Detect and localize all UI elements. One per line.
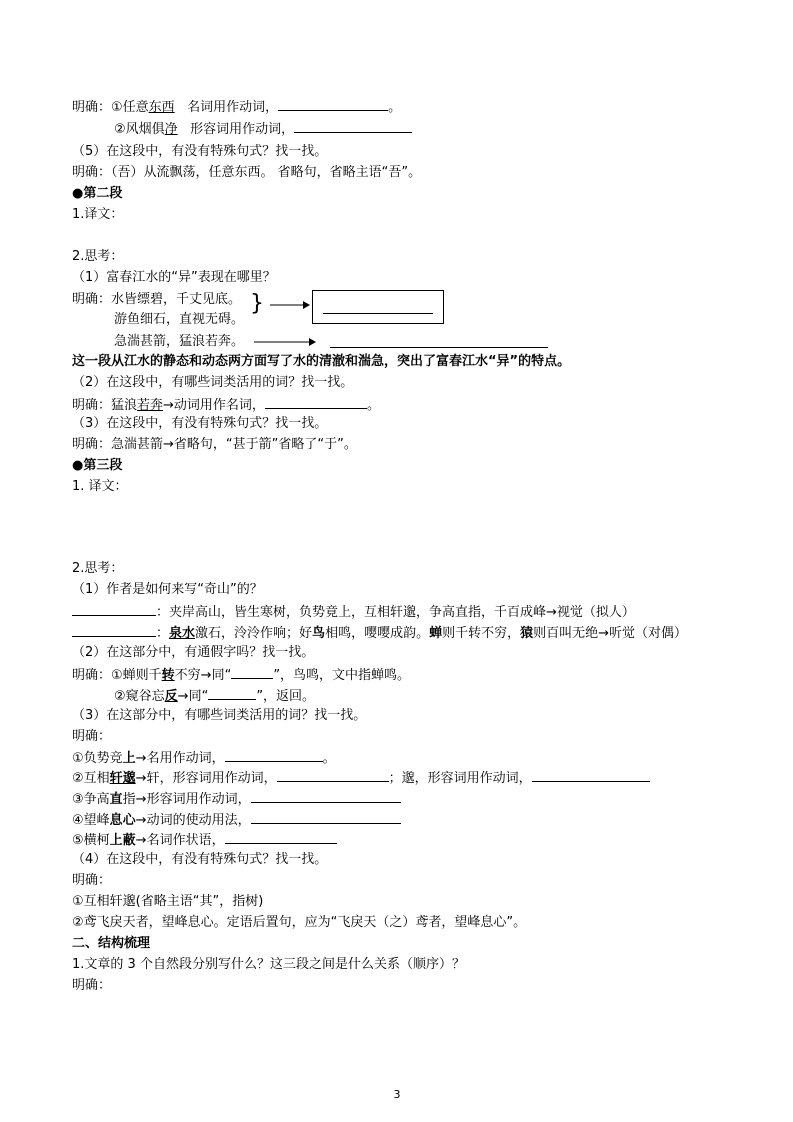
key-word: 转	[161, 668, 175, 683]
key-word: 上蔽	[109, 833, 136, 848]
usage-item-5	[72, 830, 337, 850]
text: ④望峰	[72, 813, 110, 828]
text: 。	[388, 100, 402, 115]
answer-3: 明确：急湍甚箭→省略句，“甚于箭”省略了“于”。	[72, 437, 357, 452]
key-word: 泉水	[169, 626, 196, 641]
answer-box[interactable]	[312, 290, 444, 324]
fill-blank[interactable]	[225, 830, 337, 844]
text: ：夹岸高山，皆生寒树，负势竟上，互相轩邈，争高直指，千百成峰→视觉（拟人）	[156, 605, 635, 620]
arrow-icon	[254, 337, 316, 347]
text: →名词作状语，	[135, 833, 225, 848]
text: 指→形容词用作动词，	[122, 792, 251, 807]
key-word: 猿	[520, 626, 534, 641]
think-label: 2.思考：	[72, 249, 124, 264]
answer-line-2	[114, 119, 412, 139]
text: ②风烟俱	[114, 122, 165, 137]
answer-5: 明确：（吾）从流飘荡，任意东西。 省略句，省略主语“吾”。	[72, 165, 422, 180]
key-word: 蝉	[429, 626, 443, 641]
question-1: （1）作者是如何来写“奇山”的？	[72, 582, 263, 597]
question-3: （3）在这段中，有没有特殊句式？找一找。	[72, 416, 328, 431]
think-label: 2.思考：	[72, 561, 124, 576]
usage-item-2	[72, 768, 650, 788]
text: 则千转不穷，	[442, 626, 521, 641]
text: ②窥谷忘	[114, 689, 165, 704]
key-word: 反	[164, 689, 178, 704]
answer-label: 明确：	[72, 978, 112, 993]
text: ⑤横柯	[72, 833, 110, 848]
section-heading-2: ●第二段	[72, 186, 123, 201]
answer-auditory	[72, 623, 687, 643]
text: 相鸣，嘤嘤成韵。	[325, 626, 430, 641]
text: 则百叫无绝→听觉（对偶）	[533, 626, 688, 641]
text: →动词用作名词，	[163, 398, 265, 413]
fill-blank[interactable]	[251, 810, 401, 824]
text: 明确：①蝉则千	[72, 668, 162, 683]
text: →名用作动词，	[135, 751, 225, 766]
answer-sentence-1: ①互相轩邈(省略主语“其”，指树)	[72, 894, 264, 909]
fill-blank[interactable]	[225, 748, 323, 762]
text: 名词用作动词，	[187, 100, 279, 115]
answer-visual	[72, 602, 635, 622]
question-1: （1）富春江水的“异”表现在哪里？	[72, 270, 276, 285]
usage-item-3	[72, 789, 401, 809]
fill-blank-line[interactable]	[330, 347, 548, 348]
underlined-word: 若奔	[137, 398, 164, 413]
question-4: （4）在这段中，有没有特殊句式？找一找。	[72, 852, 328, 867]
fill-blank[interactable]	[208, 686, 256, 700]
text: 明确：猛浪	[72, 398, 138, 413]
answer-label: 明确：	[72, 729, 112, 744]
text: →动词的使动用法，	[135, 813, 251, 828]
section-heading-structure: 二、结构梳理	[72, 936, 151, 951]
key-word: 轩邈	[109, 771, 136, 786]
question-5: （5）在这段中，有没有特殊句式？找一找。	[72, 144, 328, 159]
usage-item-4	[72, 810, 401, 830]
answer-static-1: 明确：水皆缥碧，千丈见底。	[72, 292, 242, 307]
fill-blank[interactable]	[72, 623, 156, 637]
translation-label: 1.译文：	[72, 207, 124, 222]
answer-sentence-2: ②鸢飞戾天者，望峰息心。定语后置句，应为“飞戾天（之）鸢者，望峰息心”。	[72, 915, 527, 930]
text: ：	[156, 626, 170, 641]
page-number: 3	[393, 1088, 401, 1101]
answer-label: 明确：	[72, 873, 112, 888]
answer-tongjia-1	[72, 665, 410, 685]
text: ”，返回。	[256, 689, 316, 704]
answer-line-1	[72, 97, 401, 117]
text: 。	[322, 751, 336, 766]
text: ”，鸟鸣，文中指蝉鸣。	[273, 668, 411, 683]
answer-dynamic: 急湍甚箭，猛浪若奔。	[114, 334, 245, 349]
section-heading-3: ●第三段	[72, 458, 123, 473]
key-word: 鸟	[312, 626, 326, 641]
underlined-word: 净	[164, 122, 178, 137]
question-2: （2）在这部分中，有通假字吗？找一找。	[72, 645, 315, 660]
text: ③争高	[72, 792, 110, 807]
fill-blank[interactable]	[265, 395, 367, 409]
structure-question: 1.文章的 3 个自然段分别写什么？这三段之间是什么关系（顺序）？	[72, 957, 465, 972]
text: 不穷→同“	[174, 668, 232, 683]
brace-icon: }	[250, 291, 264, 316]
underlined-word: 东西	[148, 100, 175, 115]
text: →同“	[177, 689, 209, 704]
fill-blank[interactable]	[231, 665, 273, 679]
fill-blank[interactable]	[278, 97, 388, 111]
fill-blank[interactable]	[251, 789, 401, 803]
question-2: （2）在这段中，有哪些词类活用的词？找一找。	[72, 375, 354, 390]
fill-blank[interactable]	[72, 602, 156, 616]
text: 明确：①任意	[72, 100, 149, 115]
arrow-icon	[270, 300, 310, 310]
key-word: 上	[122, 751, 136, 766]
fill-blank[interactable]	[294, 119, 412, 133]
question-3: （3）在这部分中，有哪些词类活用的词？找一找。	[72, 708, 367, 723]
text: →轩，形容词用作动词，	[135, 771, 277, 786]
text: 。	[366, 398, 380, 413]
fill-blank[interactable]	[277, 768, 389, 782]
text: ；邈，形容词用作动词，	[388, 771, 532, 786]
box-blank-line	[323, 313, 433, 314]
answer-tongjia-2	[114, 686, 315, 706]
text: 形容词用作动词，	[190, 122, 295, 137]
text: ①负势竞	[72, 751, 123, 766]
usage-item-1	[72, 748, 336, 768]
translation-label: 1. 译文：	[72, 479, 128, 494]
summary-bold: 这一段从江水的静态和动态两方面写了水的清澈和湍急，突出了富春江水“异”的特点。	[72, 354, 571, 369]
text: ②互相	[72, 771, 110, 786]
text: 激石，泠泠作响；好	[195, 626, 313, 641]
answer-2	[72, 395, 380, 415]
fill-blank[interactable]	[532, 768, 650, 782]
answer-static-2: 游鱼细石，直视无碍。	[114, 312, 245, 327]
key-word: 息心	[109, 813, 136, 828]
key-word: 直	[109, 792, 123, 807]
